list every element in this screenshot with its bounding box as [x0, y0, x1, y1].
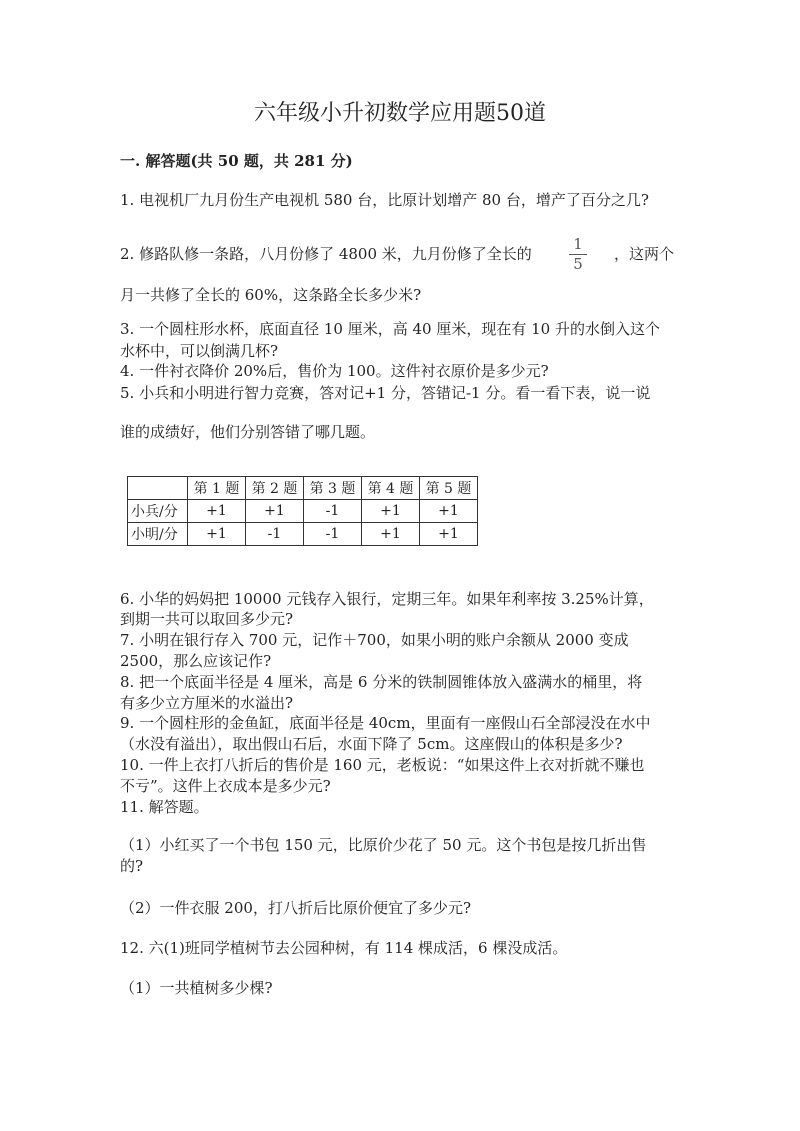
question-11: 11. 解答题。 — [120, 798, 209, 816]
table-row-label: 小兵/分 — [128, 500, 188, 523]
question-5-line2: 谁的成绩好，他们分别答错了哪几题。 — [120, 423, 376, 441]
question-9-line2: （水没有溢出），取出假山石后，水面下降了 5cm。这座假山的体积是多少? — [120, 735, 623, 753]
question-8-line2: 有多少立方厘米的水溢出? — [120, 694, 294, 712]
question-12-1: （1）一共植树多少棵? — [120, 979, 273, 997]
table-cell: +1 — [362, 523, 420, 546]
table-cell: -1 — [304, 500, 362, 523]
table-corner-cell — [128, 477, 188, 500]
fraction-denominator: 5 — [573, 255, 583, 273]
table-row-label: 小明/分 — [128, 523, 188, 546]
question-4: 4. 一件衬衣降价 20%后，售价为 100。这件衬衣原价是多少元? — [120, 362, 549, 380]
table-header-cell: 第 4 题 — [362, 477, 420, 500]
question-3-line2: 水杯中，可以倒满几杯? — [120, 342, 279, 360]
question-11-2: （2）一件衣服 200，打八折后比原价便宜了多少元? — [120, 899, 471, 917]
question-1: 1. 电视机厂九月份生产电视机 580 台，比原计划增产 80 台，增产了百分之几? — [120, 191, 649, 209]
table-header-cell: 第 5 题 — [420, 477, 478, 500]
question-2-part1: 2. 修路队修一条路，八月份修了 4800 米，九月份修了全长的 — [120, 245, 532, 263]
question-3-line1: 3. 一个圆柱形水杯，底面直径 10 厘米，高 40 厘米，现在有 10 升的水倒入这个 — [120, 320, 660, 338]
question-11-1-line2: 的? — [120, 857, 144, 875]
question-2-line2: 月一共修了全长的 60%，这条路全长多少米? — [120, 286, 422, 304]
fraction-one-fifth — [566, 236, 590, 273]
table-cell: +1 — [362, 500, 420, 523]
question-6-line2: 到期一共可以取回多少元? — [120, 610, 294, 628]
question-7-line1: 7. 小明在银行存入 700 元，记作＋700，如果小明的账户余额从 2000 变成 — [120, 631, 629, 649]
fraction-numerator: 1 — [573, 235, 583, 253]
question-9-line1: 9. 一个圆柱形的金鱼缸，底面半径是 40cm，里面有一座假山石全部浸没在水中 — [120, 714, 651, 732]
table-row — [128, 500, 478, 523]
table-header-row — [128, 477, 478, 500]
question-2-part2: ，这两个 — [614, 245, 675, 263]
question-10-line1: 10. 一件上衣打八折后的售价是 160 元，老板说：“如果这件上衣对折就不赚也 — [120, 756, 645, 774]
table-row — [128, 523, 478, 546]
section-heading: 一. 解答题(共 50 题，共 281 分) — [120, 152, 353, 170]
page-title: 六年级小升初数学应用题50道 — [254, 101, 546, 126]
question-10-line2: 不亏”。这件上衣成本是多少元? — [120, 777, 331, 795]
question-11-1-line1: （1）小红买了一个书包 150 元，比原价少花了 50 元。这个书包是按几折出售 — [120, 836, 647, 854]
table-cell: +1 — [420, 523, 478, 546]
table-cell: +1 — [246, 500, 304, 523]
score-table — [127, 476, 478, 546]
question-5-line1: 5. 小兵和小明进行智力竞赛，答对记+1 分，答错记-1 分。看一看下表，说一说 — [120, 384, 651, 402]
question-12: 12. 六(1)班同学植树节去公园种树，有 114 棵成活，6 棵没成活。 — [120, 939, 568, 957]
table-header-cell: 第 1 题 — [188, 477, 246, 500]
table-header-cell: 第 3 题 — [304, 477, 362, 500]
table-cell: +1 — [188, 523, 246, 546]
table-cell: +1 — [188, 500, 246, 523]
table-header-cell: 第 2 题 — [246, 477, 304, 500]
question-8-line1: 8. 把一个底面半径是 4 厘米，高是 6 分米的铁制圆锥体放入盛满水的桶里，将 — [120, 673, 643, 691]
table-cell: -1 — [304, 523, 362, 546]
question-7-line2: 2500，那么应该记作? — [120, 652, 272, 670]
question-6-line1: 6. 小华的妈妈把 10000 元钱存入银行，定期三年。如果年利率按 3.25%计算， — [120, 590, 654, 608]
table-cell: -1 — [246, 523, 304, 546]
table-cell: +1 — [420, 500, 478, 523]
